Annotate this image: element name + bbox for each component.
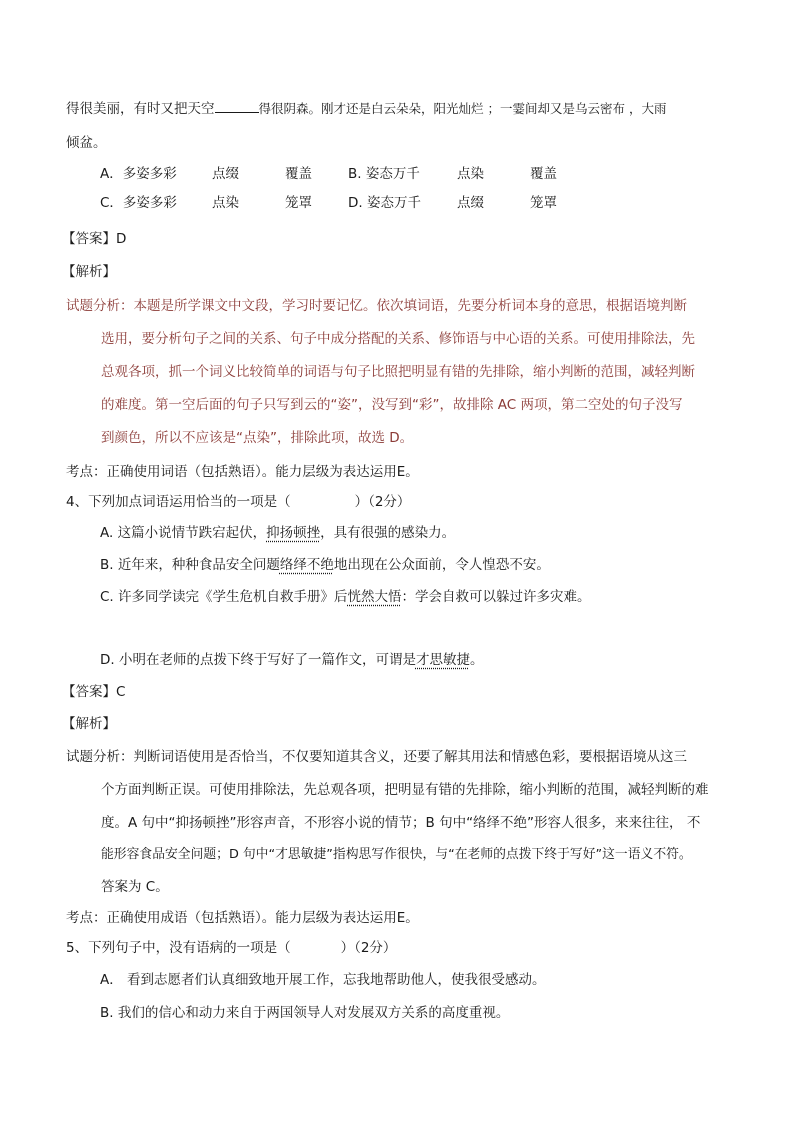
q4-answer: 【答案】C — [62, 684, 126, 700]
q4-option-b — [100, 555, 550, 575]
q4-option-d-dotted-word: 才思敏捷 — [415, 652, 470, 668]
q3-text-part1: 得很美丽，有时又把天空 — [66, 101, 215, 117]
q4-option-a-dotted-word: 抑扬顿挫 — [266, 525, 321, 541]
q5-option-a: A． 看到志愿者们认真细致地开展工作，忘我地帮助他人，使我很受感动。 — [100, 972, 546, 988]
q3-option-c-word2: 点染 — [212, 195, 239, 211]
q3-text-part2: 得很阴森。刚才还是白云朵朵，阳光灿烂 ；一霎间却又是乌云密布 ，大雨 — [258, 101, 667, 116]
q4-option-d-pre: D. 小明在老师的点拨下终于写好了一篇作文，可谓是 — [100, 652, 416, 668]
q3-option-a-word3: 覆盖 — [285, 166, 312, 182]
q5-stem-score: ）（2分） — [340, 940, 397, 956]
q4-option-d-post: 。 — [469, 652, 484, 668]
q4-stem-score: ）（2分） — [354, 494, 411, 510]
q3-option-d-label: D. 姿态万千 — [348, 195, 421, 211]
q4-option-b-post: 地出现在公众面前，令人惶恐不安。 — [333, 557, 550, 573]
q3-analysis-line-1: 试题分析：本题是所学课文中文段，学习时要记忆。依次填词语，先要分析词本身的意思，根据语境判断 — [66, 298, 687, 314]
q4-analysis-line-1: 试题分析：判断词语使用是否恰当，不仅要知道其含义，还要了解其用法和情感色彩，要根据语境从这三 — [66, 749, 687, 765]
q3-option-b-word3: 覆盖 — [530, 166, 557, 182]
q3-answer: 【答案】D — [62, 231, 127, 247]
q4-option-d — [100, 650, 483, 670]
q4-analysis-label: 【解析】 — [62, 716, 116, 732]
q4-stem-text: 4、下列加点词语运用恰当的一项是（ — [66, 494, 291, 510]
q3-option-b-label: B. 姿态万千 — [348, 166, 420, 182]
q3-option-d-word3: 笼罩 — [530, 195, 557, 211]
q4-option-b-pre: B. 近年来，种种食品安全问题 — [100, 557, 280, 573]
q3-analysis-label: 【解析】 — [62, 264, 116, 280]
q4-option-a — [100, 523, 455, 543]
q3-option-d-word2: 点缀 — [457, 195, 484, 211]
q4-analysis-line-4: 能形容食品安全问题；D 句中“才思敏捷”指构思写作很快，与“在老师的点拨下终于写好”这一语义不符。 — [101, 847, 692, 862]
q4-option-c-post: ：学会自救可以躲过许多灾难。 — [401, 589, 591, 605]
q3-fill-blank — [215, 98, 259, 113]
q4-analysis-line-5: 答案为 C。 — [101, 879, 169, 895]
q4-option-c-pre: C. 许多同学读完《学生危机自救手册》后 — [100, 589, 348, 605]
q3-analysis-line-3: 总观各项，抓一个词义比较简单的词语与句子比照把明显有错的先排除，缩小判断的范围，减轻判断 — [101, 364, 695, 380]
q4-analysis-line-2: 个方面判断正误。可使用排除法，先总观各项，把明显有错的先排除，缩小判断的范围，减轻判断的难 — [101, 782, 709, 798]
q3-text-line2: 倾盆。 — [66, 135, 107, 151]
q3-analysis-line-5: 到颜色，所以不应该是“点染”，排除此项，故选 D。 — [101, 430, 414, 446]
q5-option-b: B. 我们的信心和动力来自于两国领导人对发展双方关系的高度重视。 — [100, 1005, 510, 1021]
q3-text-line1 — [66, 98, 666, 119]
q4-stem — [66, 492, 410, 512]
q4-option-b-dotted-word: 络绎不绝 — [279, 557, 334, 573]
q3-option-b-word2: 点染 — [457, 166, 484, 182]
q3-option-a-word2: 点缀 — [212, 166, 239, 182]
q3-kaodian: 考点：正确使用词语（包括熟语）。能力层级为表达运用E。 — [66, 464, 419, 480]
q3-analysis-line-2: 选用，要分析句子之间的关系、句子中成分搭配的关系、修饰语与中心语的关系。可使用排除法，先 — [101, 331, 695, 347]
q3-option-c-word3: 笼罩 — [285, 195, 312, 211]
q3-analysis-line-4: 的难度。第一空后面的句子只写到云的“姿”，没写到“彩”，故排除 AC 两项，第二空处的句子没写 — [101, 397, 683, 413]
q3-option-c-label: C．多姿多彩 — [100, 195, 177, 211]
q5-stem — [66, 938, 396, 958]
q4-option-c-dotted-word: 恍然大悟 — [347, 589, 402, 605]
q4-analysis-line-3: 度。A 句中“抑扬顿挫”形容声音，不形容小说的情节；B 句中“络绎不绝”形容人很多，来来往往， 不 — [101, 815, 701, 831]
q4-option-a-post: ，具有很强的感染力。 — [320, 525, 456, 541]
q3-option-a-label: A．多姿多彩 — [100, 166, 177, 182]
q4-option-c — [100, 587, 591, 607]
q5-stem-text: 5、下列句子中，没有语病的一项是（ — [66, 940, 291, 956]
q4-option-a-pre: A. 这篇小说情节跌宕起伏， — [100, 525, 267, 541]
q4-kaodian: 考点：正确使用成语（包括熟语）。能力层级为表达运用E。 — [66, 910, 419, 926]
